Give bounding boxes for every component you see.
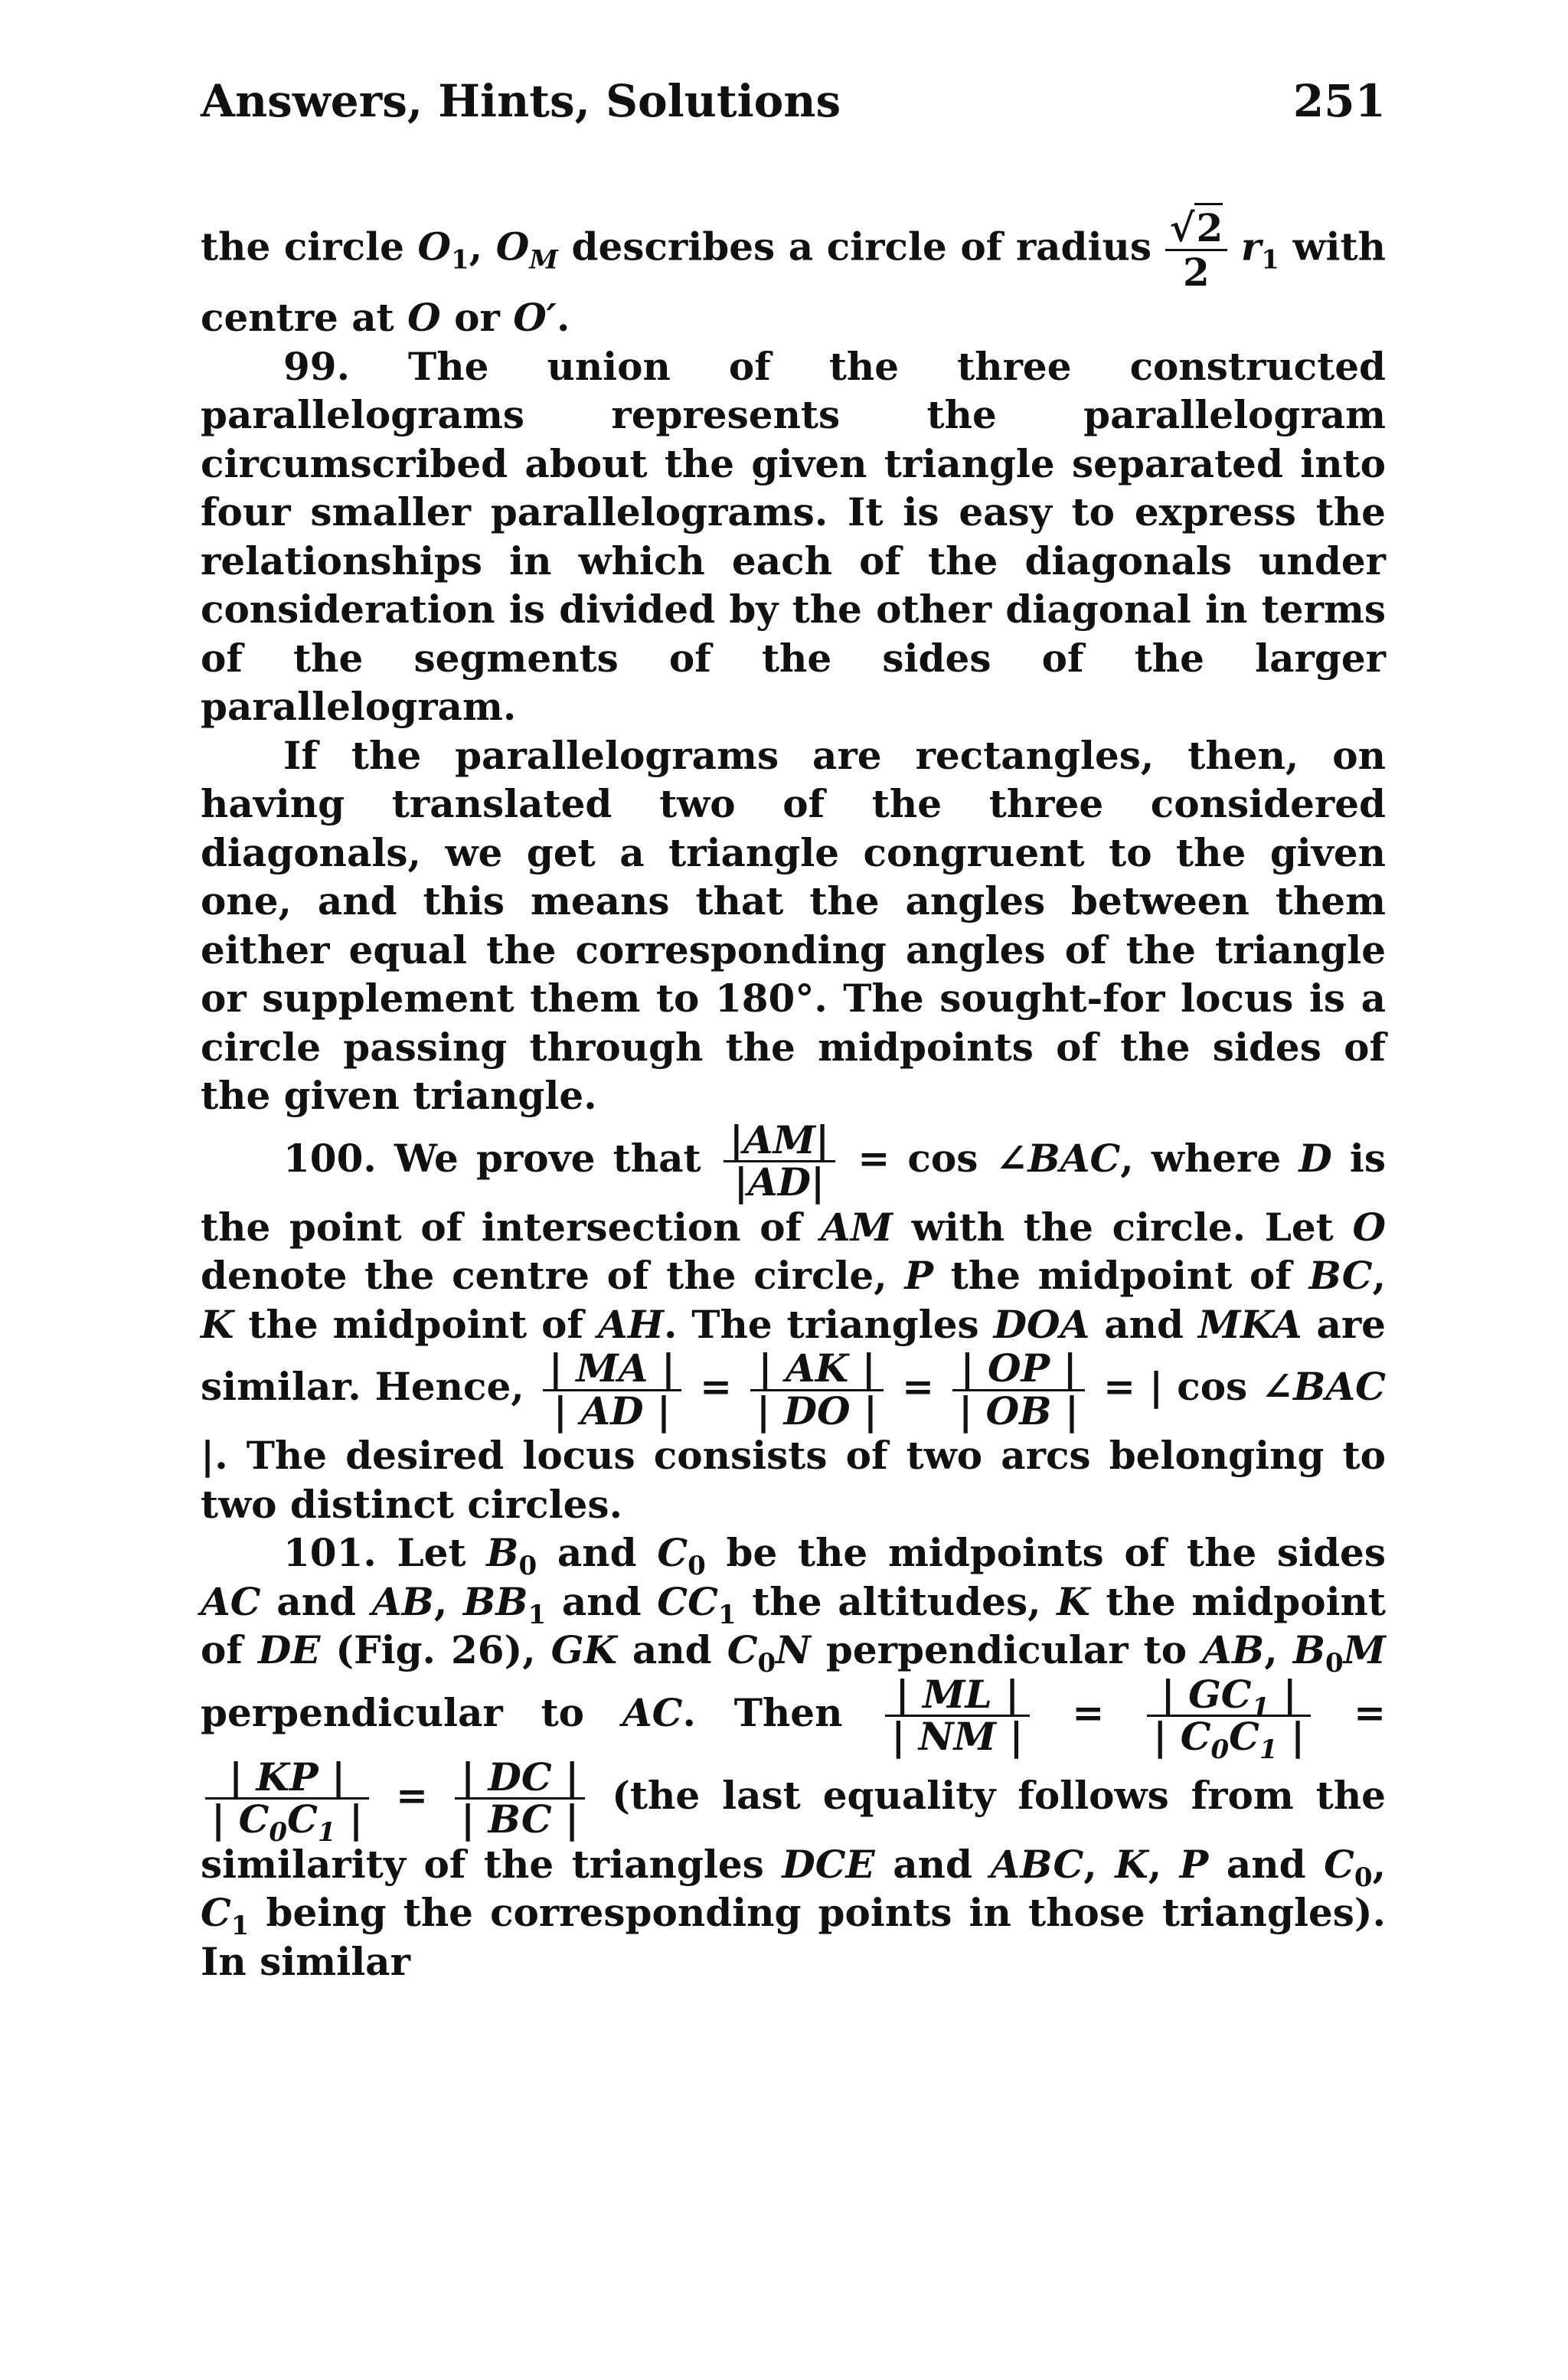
paragraph-99-continued: If the parallelograms are rectangles, then, on having translated two of the three considered diagonals, we get a triangle congruent to the given one, and this means that the angles between them either equal the corresponding angles of the triangle or supplement them to 180°. The sought-for locus is a circle passing through the midpoints of the sides of the given triangle.	[201, 732, 1386, 1118]
fraction-am-ad: $\frac{|AM|}{|AD|}$	[724, 1120, 836, 1203]
running-header	[201, 70, 1386, 132]
fraction-ml-nm: $\frac{| ML |}{| NM |}$	[885, 1675, 1029, 1757]
paragraph-99: 99. The union of the three constructed parallelograms represents the parallelogram circumscribed about the given triangle separated into four smaller parallelograms. It is easy to express the relationships in which each of the diagonals under consideration is divided by the other diagonal in terms of the segments of the sides of the larger parallelogram.	[201, 343, 1386, 729]
paragraph-98-end: the circle $O_1$, $O_M$ describes a circle of radius $\frac{√2}{2}$ $r_1$ with centre at O or O′.	[201, 207, 1386, 342]
fraction-kp-c0c1: $\frac{| KP |}{| C_0C_1 |}$	[205, 1757, 369, 1840]
text-body	[201, 207, 1386, 1986]
problem-number-99: 99.	[283, 343, 350, 389]
fraction-ak-do: $\frac{| AK |}{| DO |}$	[750, 1349, 884, 1431]
fraction-gc1-c0c1: $\frac{| GC_1 |}{| C_0C_1 |}$	[1147, 1675, 1311, 1757]
fraction-op-ob: $\frac{| OP |}{| OB |}$	[952, 1349, 1085, 1431]
paragraph-101: 101. Let $B_0$ and $C_0$ be the midpoints of the sides AC and AB, $BB_1$ and $CC_1$ the altitudes, K the midpoint of DE (Fig. 26), GK and $C_0N$ perpendicular to AB, $B_0M$ perpendicular to AC. Then $\frac{| ML |}{| NM |}$ = $\frac{| GC_1 |}{| C_0C_1 |}$ = $\frac{| KP |}{| C_0C_1 |}$ = $\frac{| DC |}{| BC |}$ (the last equality follows from the similarity of the triangles DCE and ABC, K, P and $C_0$, $C_1$ being the corresponding points in those triangles). In similar	[201, 1530, 1387, 1984]
page-number: 251	[1292, 75, 1386, 127]
fraction-ma-ad: $\frac{| MA |}{| AD |}$	[543, 1349, 681, 1431]
problem-number-100: 100.	[283, 1135, 377, 1181]
paragraph-100: 100. We prove that $\frac{|AM|}{|AD|}$ = cos ∠BAC, where D is the point of intersection of AM with the circle. Let O denote the centre of the circle, P the midpoint of BC, K the midpoint of AH. The triangles DOA and MKA are similar. Hence, $\frac{| MA |}{| AD |}$ = $\frac{| AK |}{| DO |}$ = $\frac{| OP |}{| OB |}$ = | cos ∠BAC |. The desired locus consists of two arcs belonging to two distinct circles.	[201, 1116, 1386, 1527]
fraction-dc-bc: $\frac{| DC |}{| BC |}$	[455, 1757, 585, 1840]
header-title: Answers, Hints, Solutions	[201, 75, 841, 127]
problem-number-101: 101.	[283, 1530, 377, 1575]
radius-fraction: $\frac{√2}{2}$	[1165, 207, 1228, 293]
